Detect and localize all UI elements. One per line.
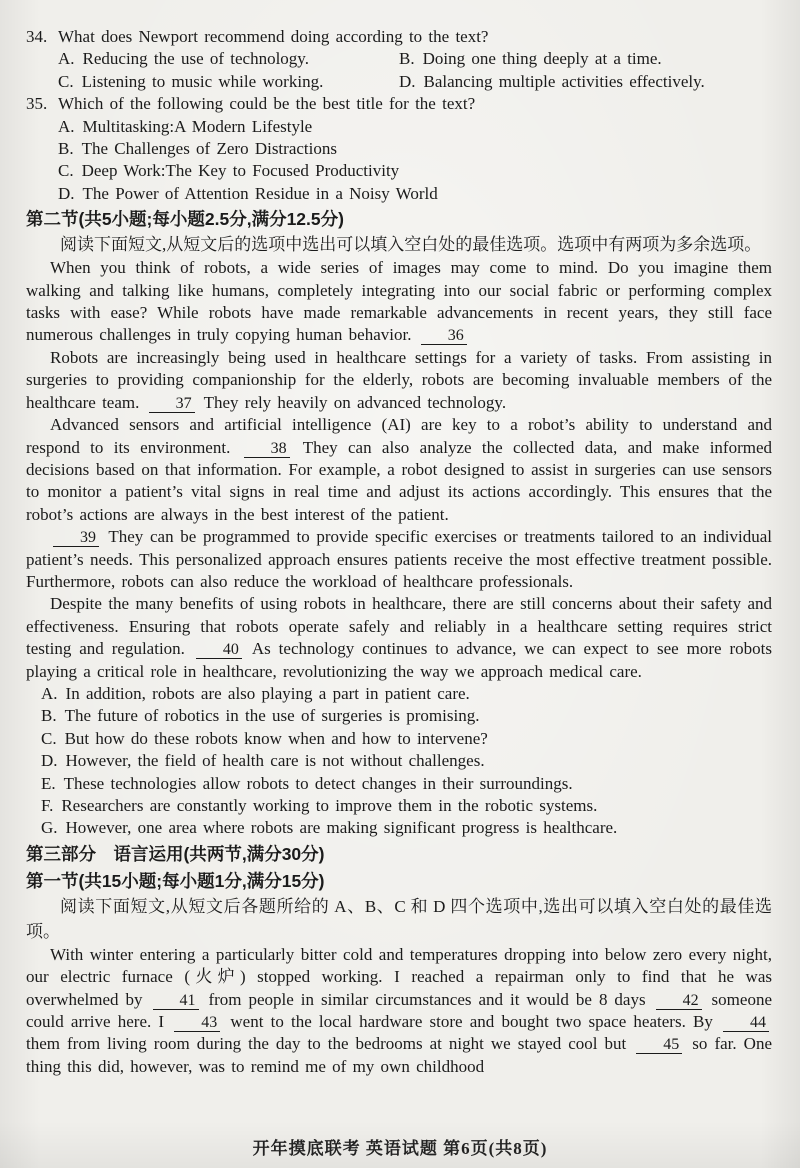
choice-g — [41, 817, 772, 839]
choice-label: C. — [41, 728, 57, 748]
page-footer — [0, 1138, 800, 1160]
blank-38: 38 — [244, 441, 290, 458]
question-35 — [26, 93, 772, 205]
option-35-b — [58, 138, 772, 160]
option-text: The Power of Attention Residue in a Noisy World — [82, 183, 438, 203]
gapfill-paragraph-2: Robots are increasingly being used in healthcare settings for a variety of tasks. From assisting in surgeries to providing companionship for the elderly, robots are becoming invaluable members of the healthcare team. 37 They rely heavily on advanced technology. — [26, 347, 772, 412]
blank-45: 45 — [636, 1037, 682, 1054]
option-text: Doing one thing deeply at a time. — [422, 49, 662, 69]
choice-b — [41, 705, 772, 727]
gapfill-choices — [26, 683, 772, 840]
choice-label: F. — [41, 796, 54, 815]
option-label: A. — [58, 116, 75, 136]
choice-f — [41, 795, 772, 817]
question-35-stem-line — [26, 93, 772, 115]
option-text: Listening to music while working. — [81, 71, 324, 91]
option-label: B. — [399, 49, 415, 69]
option-label: D. — [58, 183, 75, 203]
option-text: Multitasking:A Modern Lifestyle — [82, 116, 313, 136]
option-35-c — [58, 160, 772, 182]
question-34 — [26, 26, 772, 93]
section2-heading: 第二节(共5小题;每小题2.5分,满分12.5分) — [26, 209, 344, 230]
choice-text: But how do these robots know when and how to intervene? — [64, 728, 488, 748]
option-label: C. — [58, 161, 74, 181]
gapfill-paragraph-3: Advanced sensors and artificial intelligence (AI) are key to a robot’s ability to understand and respond to its environment. 38 They can also analyze the collected data, and make informed decisions based on that information. For example, a robot designed to assist in surgeries can use sensors to monitor a patient’s vital signs in real time and adjust its actions accordingly. This ensures that the robot’s actions are always in the best interest of the patient. — [26, 415, 773, 524]
choice-label: B. — [41, 706, 57, 726]
question-34-options — [26, 48, 772, 93]
choice-c — [41, 728, 772, 750]
gapfill-paragraph-5: Despite the many benefits of using robots in healthcare, there are still concerns about their safety and effectiveness. Ensuring that robots operate safely and reliably in a healthcare setting requires strict testing and regulation. 40 As technology continues to advance, we can expect to see more robots playing a critical role in healthcare, revolutionizing the way we approach medical care. — [26, 594, 772, 681]
cloze-paragraph-1: With winter entering a particularly bitter cold and temperatures dropping into below zero every night, our electric furnace (火炉) stopped working. I reached a repairman only to find that he was overwhelmed by 41 from people in similar circumstances and it would be 8 days 42 someone could arrive here. I 43 went to the local hardware store and bought two space heaters. By 44 them from living room during the day to the bedrooms at night we stayed cool but 45 so far. One thing this did, however, was to remind me of my own childhood — [26, 944, 772, 1076]
question-number: 34. — [26, 27, 48, 46]
question-34-stem-line — [26, 26, 772, 48]
page-footer-text: 开年摸底联考 英语试题 第6页(共8页) — [252, 1138, 548, 1158]
option-label: C. — [58, 71, 74, 91]
blank-43: 43 — [174, 1015, 220, 1032]
option-text: Deep Work:The Key to Focused Productivity — [81, 161, 400, 181]
option-text: The Challenges of Zero Distractions — [81, 139, 337, 159]
option-34-d — [399, 71, 772, 93]
blank-44: 44 — [723, 1015, 769, 1032]
gapfill-paragraph-4: 39 They can be programmed to provide specific exercises or treatments tailored to an individual patient’s needs. This personalized approach ensures patients receive the most effective treatment possible. Furthermore, robots can also reduce the workload of healthcare professionals. — [26, 527, 772, 591]
choice-label: E. — [41, 773, 56, 793]
choice-a — [41, 683, 772, 705]
choice-d — [41, 750, 772, 772]
option-label: D. — [399, 71, 416, 91]
part3-instruction: 阅读下面短文,从短文后各题所给的 A、B、C 和 D 四个选项中,选出可以填入空白处的最佳选项。 — [26, 896, 772, 941]
choice-text: In addition, robots are also playing a part in patient care. — [65, 683, 470, 703]
choice-label: G. — [41, 818, 58, 838]
gapfill-paragraph-1: When you think of robots, a wide series of images may come to mind. Do you imagine them walking and talking like humans, completely integrating into our social fabric or performing complex tasks with ease? While robots have made remarkable advancements in recent years, they still face numerous challenges in truly copying human behavior. 36 — [26, 258, 772, 345]
option-34-b — [399, 48, 772, 70]
option-34-c — [58, 71, 399, 93]
choice-label: D. — [41, 751, 58, 771]
option-label: A. — [58, 49, 75, 69]
choice-text: However, one area where robots are making significant progress is healthcare. — [65, 818, 618, 838]
option-35-a — [58, 116, 772, 138]
option-35-d — [58, 183, 772, 205]
question-number: 35. — [26, 94, 48, 114]
option-text: Reducing the use of technology. — [82, 49, 309, 69]
blank-41: 41 — [153, 993, 199, 1010]
choice-label: A. — [41, 683, 58, 703]
choice-text: These technologies allow robots to detect changes in their surroundings. — [63, 773, 573, 793]
choice-text: However, the field of health care is not without challenges. — [65, 751, 485, 771]
part3-heading: 第三部分 语言运用(共两节,满分30分) — [26, 843, 325, 864]
question-35-options — [26, 116, 772, 206]
question-stem: What does Newport recommend doing according to the text? — [58, 27, 489, 46]
question-stem: Which of the following could be the best title for the text? — [58, 94, 476, 114]
section2-instruction: 阅读下面短文,从短文后的选项中选出可以填入空白处的最佳选项。选项中有两项为多余选项。 — [60, 235, 762, 255]
option-34-a — [58, 48, 399, 70]
blank-36: 36 — [421, 328, 467, 345]
choice-e — [41, 773, 772, 795]
choice-text: The future of robotics in the use of surgeries is promising. — [64, 706, 480, 726]
part3-section1-heading: 第一节(共15小题;每小题1分,满分15分) — [26, 870, 325, 891]
blank-39: 39 — [53, 530, 99, 547]
blank-42: 42 — [656, 993, 702, 1010]
option-text: Balancing multiple activities effectively. — [423, 71, 705, 91]
choice-text: Researchers are constantly working to improve them in the robotic systems. — [61, 796, 598, 815]
blank-40: 40 — [196, 642, 242, 659]
option-label: B. — [58, 139, 74, 159]
blank-37: 37 — [149, 396, 195, 413]
